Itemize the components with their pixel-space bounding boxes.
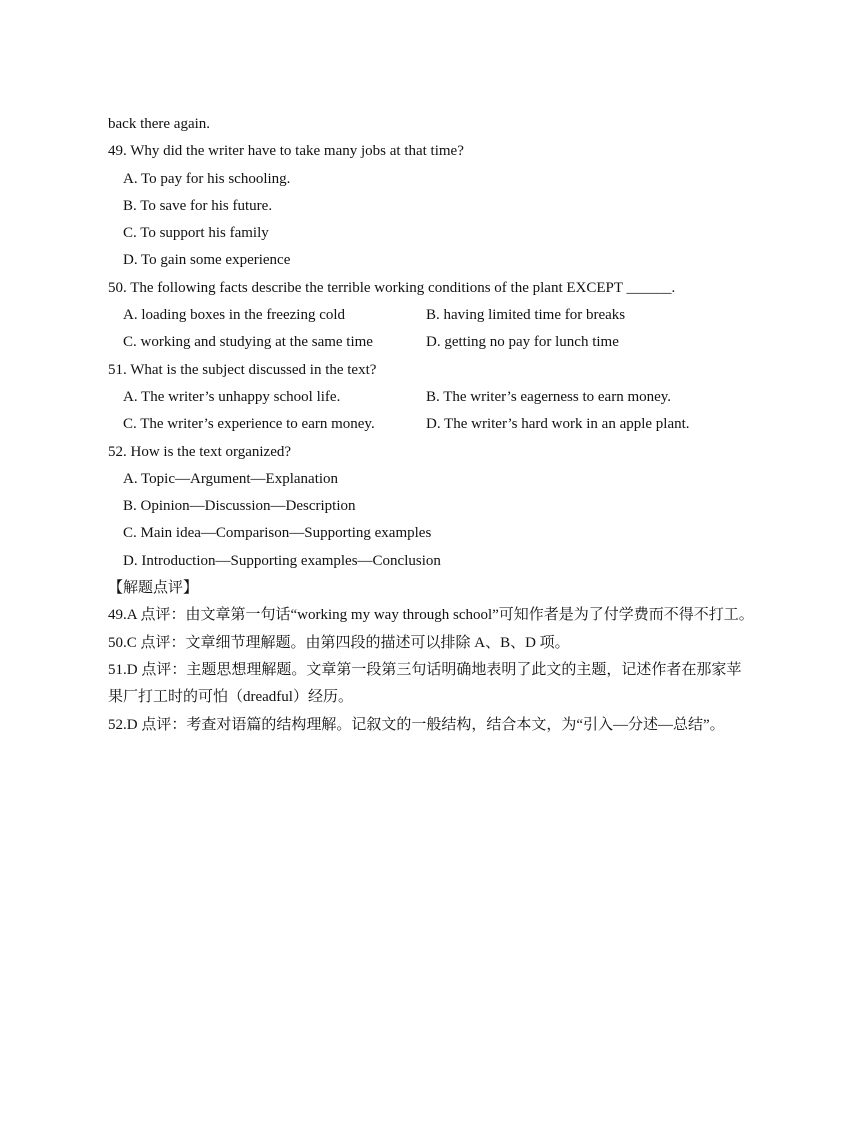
option-d: D. Introduction—Supporting examples—Conclusion — [123, 552, 441, 569]
option-c: C. To support his family — [123, 225, 269, 242]
option-c: C. working and studying at the same time — [123, 334, 373, 351]
option-b: B. To save for his future. — [123, 197, 273, 214]
question-stem: 52. How is the text organized? — [108, 443, 292, 460]
question-stem: 49. Why did the writer have to take many jobs at that time? — [108, 143, 464, 160]
commentary-heading: 【解题点评】 — [108, 580, 199, 597]
question-50 — [108, 275, 756, 357]
option-row — [108, 384, 756, 411]
option-row — [108, 329, 756, 356]
option-d: D. The writer’s hard work in an apple plant. — [426, 416, 690, 433]
passage-tail: back there again. — [108, 116, 211, 132]
option-d: D. To gain some experience — [123, 252, 291, 269]
commentary-item-50: 50.C 点评：文章细节理解题。由第四段的描述可以排除 A、B、D 项。 — [108, 634, 570, 651]
commentary-item-52: 52.D 点评：考查对语篇的结构理解。记叙文的一般结构，结合本文，为“引入—分述—总结”。 — [108, 716, 725, 733]
option-c: C. The writer’s experience to earn money. — [123, 416, 375, 433]
question-49 — [108, 138, 756, 274]
document-page — [108, 111, 756, 739]
option-row — [108, 411, 756, 438]
question-52 — [108, 439, 756, 575]
option-a: A. loading boxes in the freezing cold — [123, 307, 346, 324]
commentary-item-51: 51.D 点评：主题思想理解题。文章第一段第三句话明确地表明了此文的主题，记述作者在那家苹果厂打工时的可怕（dreadful）经历。 — [108, 661, 742, 706]
option-b: B. Opinion—Discussion—Description — [123, 498, 356, 515]
commentary-section — [108, 575, 756, 739]
option-row — [108, 302, 756, 329]
option-b: B. having limited time for breaks — [426, 307, 626, 324]
option-a: A. The writer’s unhappy school life. — [123, 388, 341, 405]
option-d: D. getting no pay for lunch time — [426, 334, 619, 351]
option-c: C. Main idea—Comparison—Supporting examples — [123, 525, 432, 542]
option-a: A. To pay for his schooling. — [123, 170, 291, 187]
question-stem: 51. What is the subject discussed in the text? — [108, 361, 377, 378]
question-stem: 50. The following facts describe the terrible working conditions of the plant EXCEPT ______. — [108, 279, 676, 296]
option-b: B. The writer’s eagerness to earn money. — [426, 388, 672, 405]
question-51 — [108, 357, 756, 439]
option-a: A. Topic—Argument—Explanation — [123, 470, 339, 487]
commentary-item-49: 49.A 点评：由文章第一句话“working my way through school”可知作者是为了付学费而不得不打工。 — [108, 607, 754, 624]
